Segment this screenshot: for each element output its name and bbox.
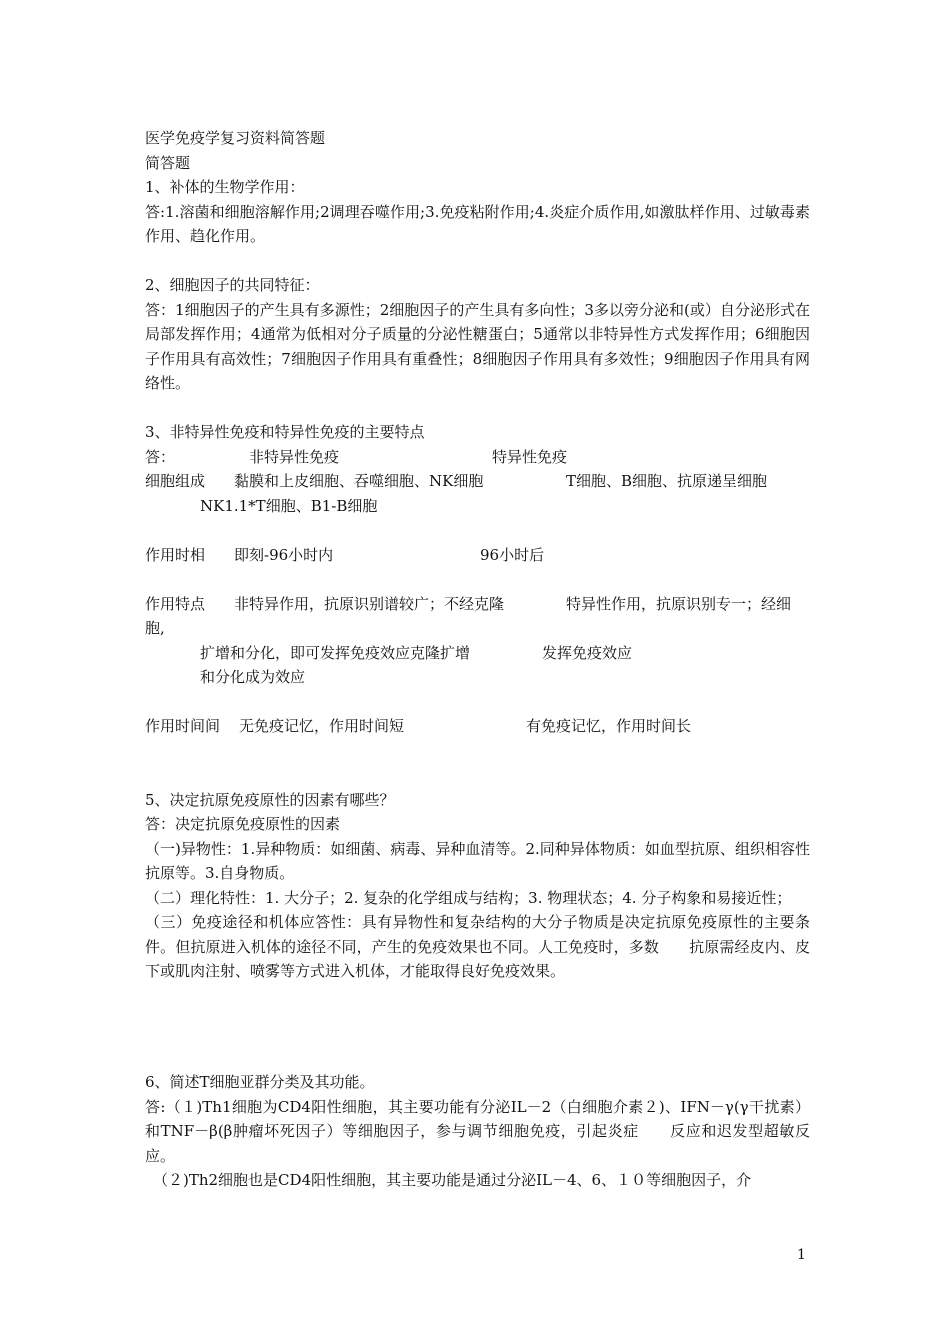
section-heading: 简答题 xyxy=(145,153,191,172)
comparison-row-duration xyxy=(145,714,810,739)
composition-specific: T细胞、B细胞、抗原递呈细胞 xyxy=(566,472,768,490)
question-6: 6、简述T细胞亚群分类及其功能。 xyxy=(145,1073,375,1091)
answer-1: 答:1.溶菌和细胞溶解作用;2调理吞噬作用;3.免疫粘附作用;4.炎症介质作用,如激肽样作用、过敏毒素作用、趋化作用。 xyxy=(145,202,810,245)
phase-specific: 96小时后 xyxy=(480,545,545,564)
composition-nonspecific-cont: NK1.1*T细胞、B1-B细胞 xyxy=(200,496,378,515)
row-label-features: 作用特点 xyxy=(145,594,206,613)
row-label-phase: 作用时相 xyxy=(145,545,206,564)
row-label-duration: 作用时间间 xyxy=(145,717,221,735)
features-nonspecific: 非特异作用，抗原识别谱较广；不经克隆 xyxy=(234,594,505,613)
duration-specific: 有免疫记忆，作用时间长 xyxy=(526,717,692,735)
features-nonspecific-cont2: 和分化成为效应 xyxy=(200,668,306,686)
comparison-row-features-cont xyxy=(145,641,810,666)
comparison-row-features-wrap xyxy=(145,616,810,641)
comparison-row-composition xyxy=(145,469,810,494)
page-number: 1 xyxy=(797,1247,806,1263)
answer-3-label: 答： xyxy=(145,447,176,466)
document-title: 医学免疫学复习资料简答题 xyxy=(145,129,326,147)
answer-5-paragraph-2: （二）理化特性：1. 大分子；2. 复杂的化学组成与结构；3. 物理状态；4. 分子构象和易接近性； xyxy=(145,888,792,907)
answer-5-paragraph-3: （三）免疫途径和机体应答性：具有异物性和复杂结构的大分子物质是决定抗原免疫原性的主要条件。但抗原进入机体的途径不同，产生的免疫效果也不同。人工免疫时，多数 抗原需经皮内、皮下或肌肉注射、喷雾等方式进入机体，才能取得良好免疫效果。 xyxy=(145,913,810,980)
features-nonspecific-cont: 扩增和分化，即可发挥免疫效应克隆扩增 xyxy=(200,643,471,662)
question-3: 3、非特异性免疫和特异性免疫的主要特点 xyxy=(145,423,425,441)
features-specific-cont: 发挥免疫效应 xyxy=(542,643,633,662)
answer-5-intro: 答：决定抗原免疫原性的因素 xyxy=(145,815,341,833)
comparison-header-row xyxy=(145,445,810,470)
row-label-composition: 细胞组成 xyxy=(145,472,206,490)
composition-nonspecific: 黏膜和上皮细胞、吞噬细胞、NK细胞 xyxy=(234,472,484,490)
comparison-row-composition-cont xyxy=(145,494,810,519)
question-5: 5、决定抗原免疫原性的因素有哪些？ xyxy=(145,790,395,809)
duration-nonspecific: 无免疫记忆，作用时间短 xyxy=(239,717,405,735)
comparison-row-features-cont2 xyxy=(145,665,810,690)
answer-5-paragraph-1: （一)异物性：1.异种物质：如细菌、病毒、异种血清等。2.同种异体物质：如血型抗原、组织相容性抗原等。3.自身物质。 xyxy=(145,839,810,882)
answer-6-paragraph-1: 答:（１)Th1细胞为CD4阳性细胞，其主要功能有分泌IL－2（白细胞介素２)、IFN－γ(γ干扰素）和TNF－β(β肿瘤坏死因子）等细胞因子，参与调节细胞免疫，引起炎症 反应和迟发型超敏反应。 xyxy=(145,1097,810,1165)
comparison-row-phase xyxy=(145,543,810,568)
column-header-nonspecific: 非特异性免疫 xyxy=(249,447,340,466)
answer-2: 答：1细胞因子的产生具有多源性；2细胞因子的产生具有多向性；3多以旁分泌和(或）自分泌形式在局部发挥作用；4通常为低相对分子质量的分泌性糖蛋白；5通常以非特异性方式发挥作用；6细胞因子作用具有高效性；7细胞因子作用具有重叠性；8细胞因子作用具有多效性；9细胞因子作用具有网络性。 xyxy=(145,300,810,392)
answer-6-paragraph-2: （２)Th2细胞也是CD4阳性细胞，其主要功能是通过分泌IL－4、6、１０等细胞因子，介 xyxy=(153,1171,752,1189)
phase-nonspecific: 即刻-96小时内 xyxy=(234,545,334,564)
question-1: 1、补体的生物学作用： xyxy=(145,178,305,196)
question-2: 2、细胞因子的共同特征： xyxy=(145,276,320,294)
column-header-specific: 特异性免疫 xyxy=(492,447,568,466)
features-specific-wrap: 胞, xyxy=(145,619,165,637)
comparison-row-features xyxy=(145,592,810,617)
document-body xyxy=(145,126,810,1193)
features-specific: 特异性作用，抗原识别专一；经细 xyxy=(566,594,792,613)
